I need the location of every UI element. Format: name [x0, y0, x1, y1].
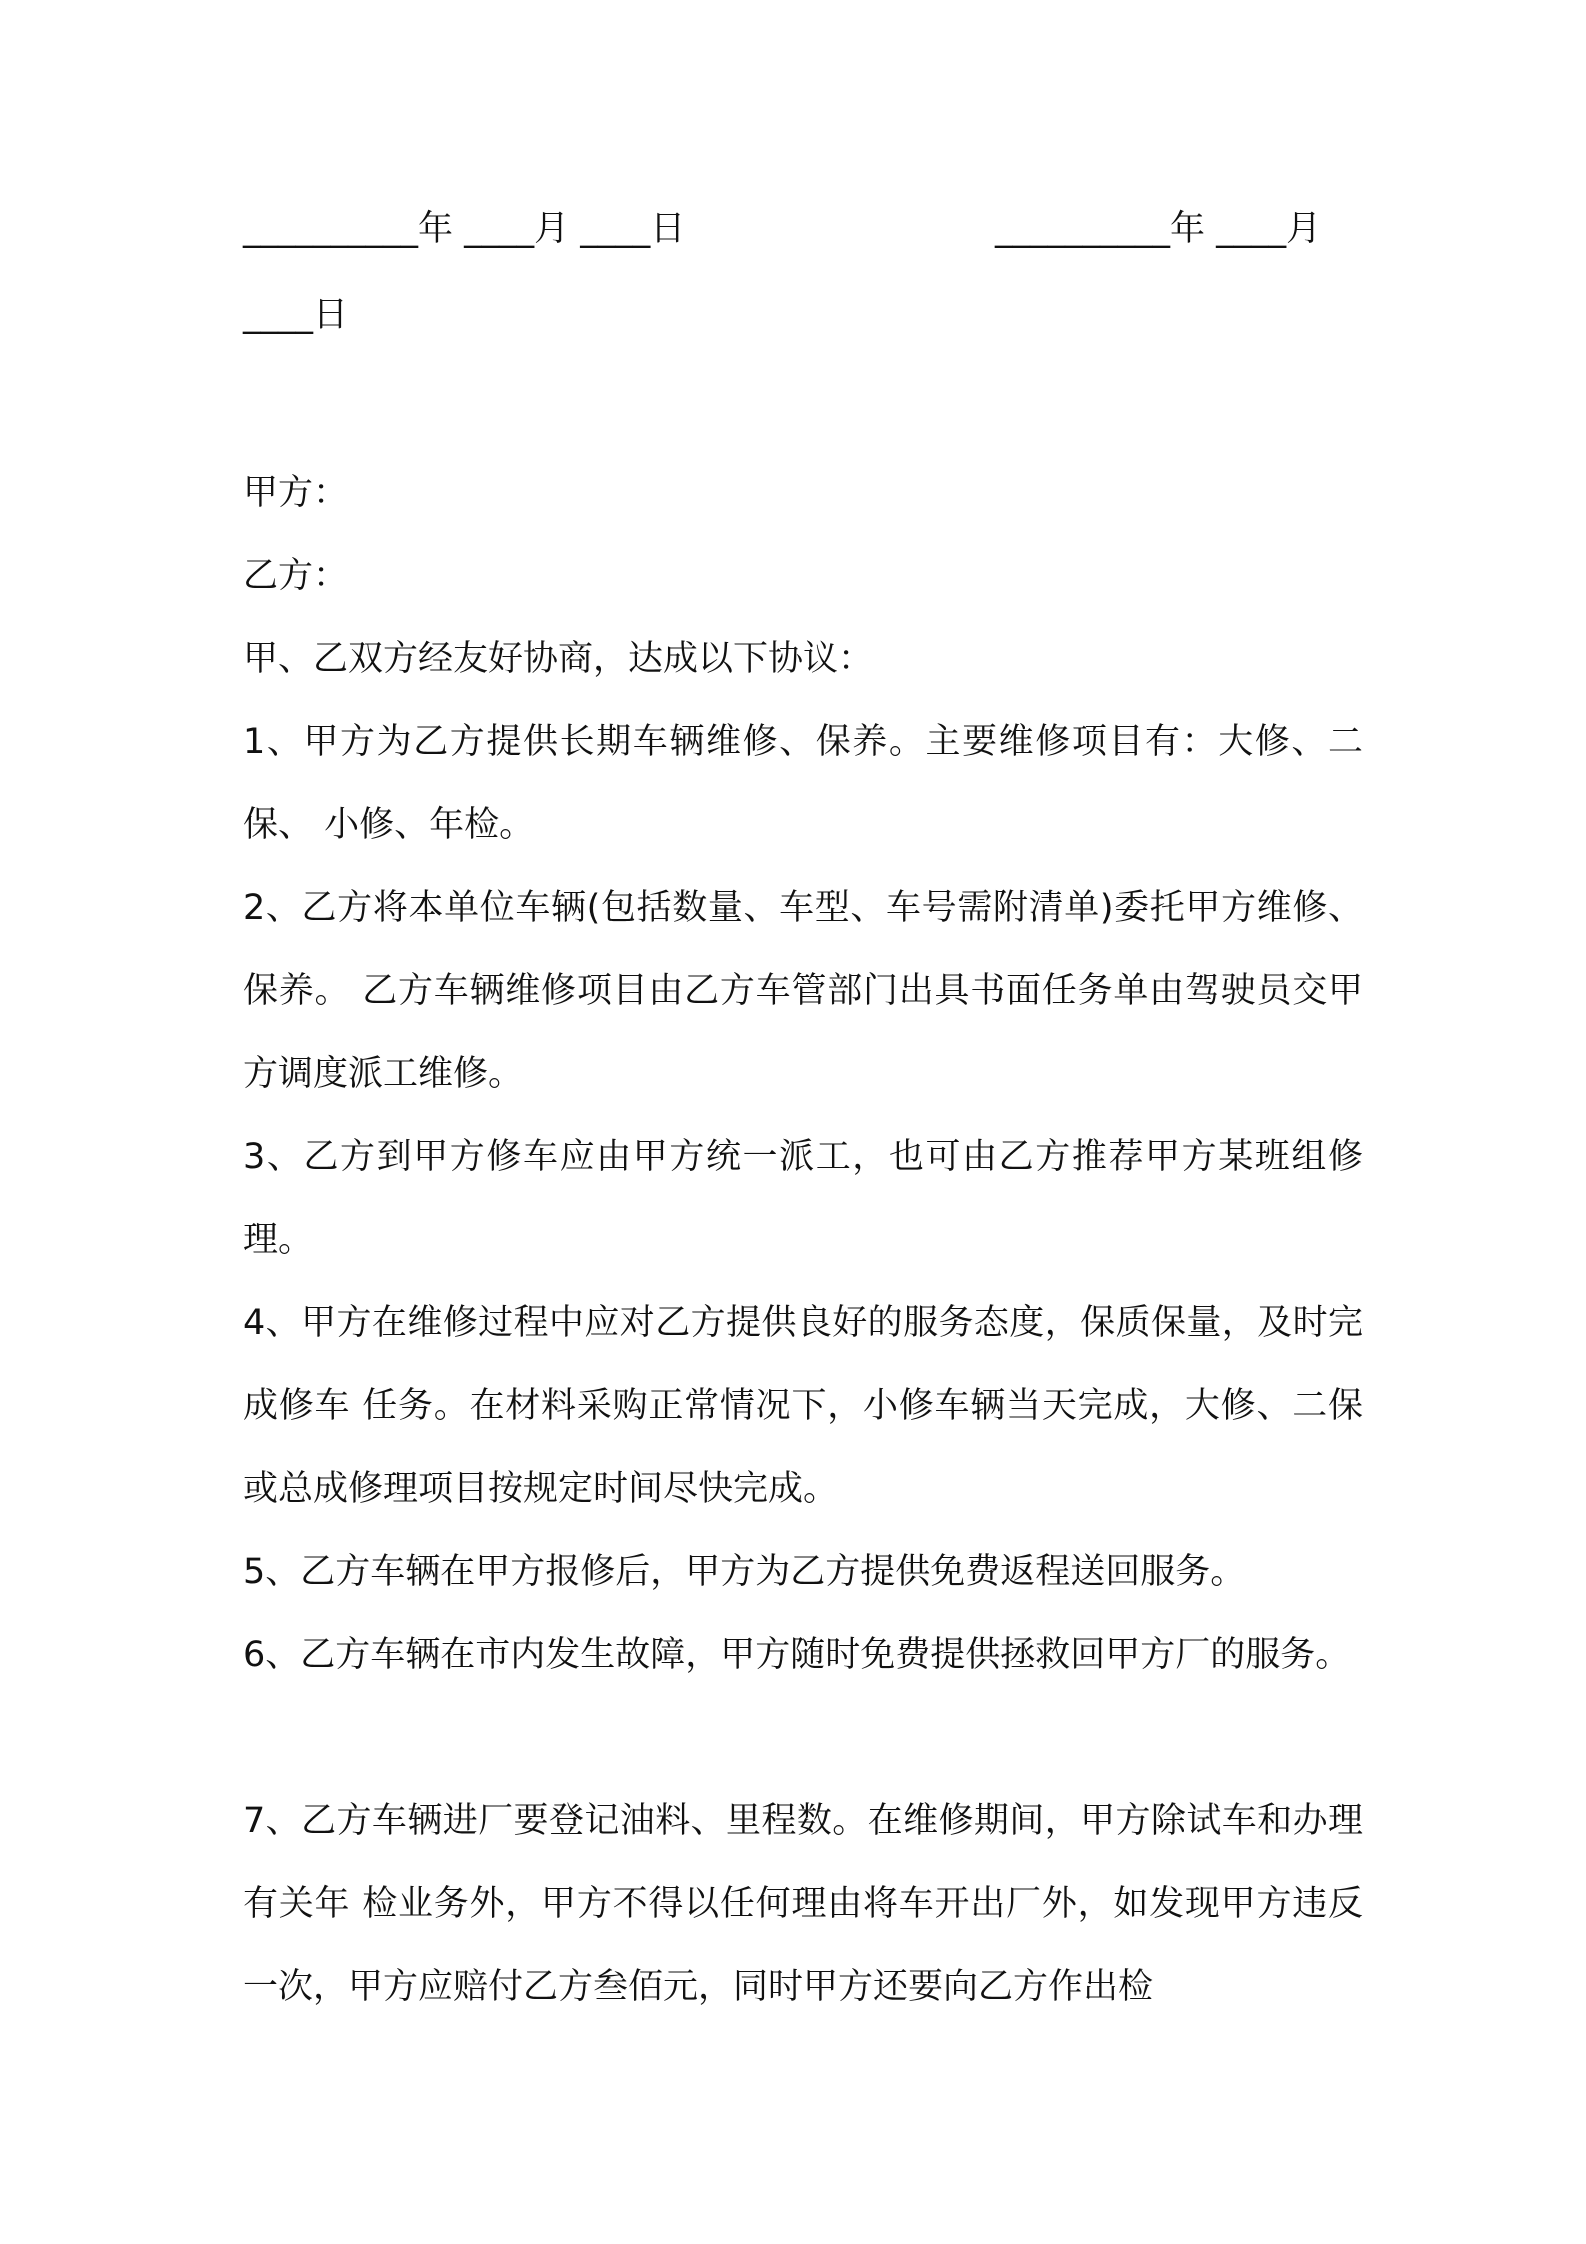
clause-7: 7、乙方车辆进厂要登记油料、里程数。在维修期间，甲方除试车和办理有关年 检业务外，甲方不得以任何理由将车开出厂外，如发现甲方违反一次，甲方应赔付乙方叁佰元，同时甲方还要向乙方作出检 — [243, 1801, 1363, 2007]
clause-2: 2、乙方将本单位车辆(包括数量、车型、车号需附清单)委托甲方维修、保养。 乙方车辆维修项目由乙方车管部门出具书面任务单由驾驶员交甲方调度派工维修。 — [243, 888, 1363, 1094]
date-line-right-wrap: ____日 — [243, 295, 349, 335]
clause-6: 6、乙方车辆在市内发生故障，甲方随时免费提供拯救回甲方厂的服务。 — [243, 1635, 1351, 1675]
clause-5: 5、乙方车辆在甲方报修后，甲方为乙方提供免费返程送回服务。 — [243, 1552, 1246, 1592]
party-a-label: 甲方： — [243, 473, 349, 513]
clause-1: 1、甲方为乙方提供长期车辆维修、保养。主要维修项目有：大修、二保、 小修、年检。 — [243, 722, 1363, 845]
clause-3: 3、乙方到甲方修车应由甲方统一派工，也可由乙方推荐甲方某班组修理。 — [243, 1137, 1363, 1260]
party-b-label: 乙方： — [243, 556, 349, 596]
intro-paragraph: 甲、乙双方经友好协商，达成以下协议： — [243, 639, 874, 679]
date-line-right: __________年 ____月 — [995, 209, 1322, 249]
clause-4: 4、甲方在维修过程中应对乙方提供良好的服务态度，保质保量，及时完成修车 任务。在材料采购正常情况下，小修车辆当天完成，大修、二保或总成修理项目按规定时间尽快完成。 — [243, 1303, 1363, 1509]
date-line-left: __________年 ____月 ____日 — [243, 209, 686, 249]
